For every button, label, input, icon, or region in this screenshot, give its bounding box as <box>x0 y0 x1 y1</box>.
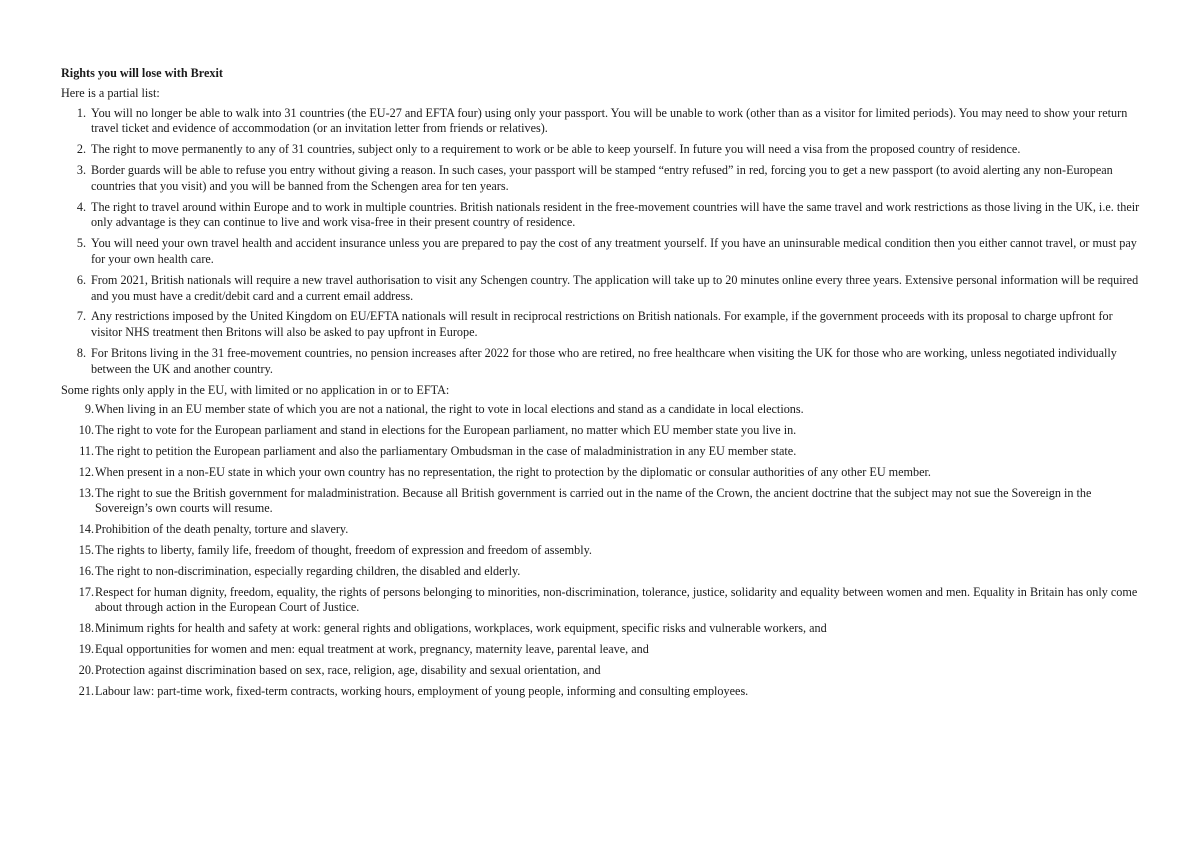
list-item <box>61 142 1146 158</box>
item-number: 1. <box>76 105 86 120</box>
item-text: For Britons living in the 31 free-movement countries, no pension increases after 2022 for those who are retired, no free healthcare when visiting the UK for those who are working, unless negotiated individually between the UK and another country. <box>91 345 1117 376</box>
document-page <box>61 66 1146 704</box>
eu-only-intro: Some rights only apply in the EU, with limited or no application in or to EFTA: <box>61 382 450 397</box>
item-text: The right to non-discrimination, especially regarding children, the disabled and elderly. <box>95 563 521 578</box>
item-number: 3. <box>76 162 86 177</box>
item-text: Equal opportunities for women and men: equal treatment at work, pregnancy, maternity leave, parental leave, and <box>95 641 649 656</box>
item-number: 8. <box>76 345 86 360</box>
item-number: 6. <box>76 272 86 287</box>
list-item <box>61 522 1146 538</box>
item-text: From 2021, British nationals will require a new travel authorisation to visit any Schengen country. The application will take up to 20 minutes online every three years. Extensive personal information will be required and you must have a credit/debit card and a current email address. <box>91 272 1139 303</box>
item-text: When living in an EU member state of which you are not a national, the right to vote in local elections and stand as a candidate in local elections. <box>95 402 804 417</box>
list-item <box>61 465 1146 481</box>
document-title: Rights you will lose with Brexit <box>61 66 223 80</box>
item-text: The right to sue the British government for maladministration. Because all British government is carried out in the name of the Crown, the ancient doctrine that the subject may not sue the Sovereign in the Sovereign’s own courts will resume. <box>95 485 1092 516</box>
item-number: 17. <box>78 584 94 599</box>
item-text: Protection against discrimination based on sex, race, religion, age, disability and sexual orientation, and <box>95 662 601 677</box>
item-text: Prohibition of the death penalty, torture and slavery. <box>95 522 349 537</box>
item-text: The right to travel around within Europe and to work in multiple countries. British nationals resident in the free-movement countries will have the same travel and work restrictions as those living in the UK, i.e. their only advantage is they can continue to live and work visa-free in their present country of residence. <box>91 199 1140 230</box>
list-item <box>61 346 1146 378</box>
rights-list-primary <box>61 106 1146 378</box>
list-item <box>61 423 1146 439</box>
item-text: You will need your own travel health and accident insurance unless you are prepared to pay the cost of any treatment yourself. If you have an uninsurable medical condition then you either cannot travel, or must pay for your own health care. <box>91 236 1137 266</box>
list-item <box>61 309 1146 341</box>
item-number: 14. <box>78 522 94 537</box>
item-number: 16. <box>78 563 94 578</box>
list-item <box>61 684 1146 700</box>
list-item <box>61 663 1146 679</box>
item-number: 4. <box>76 199 86 214</box>
item-number: 20. <box>78 662 94 677</box>
item-number: 15. <box>78 542 94 557</box>
item-number: 5. <box>76 236 86 251</box>
list-item <box>61 543 1146 559</box>
list-item <box>61 163 1146 195</box>
item-text: You will no longer be able to walk into 31 countries (the EU-27 and EFTA four) using only your passport. You will be unable to work (other than as a visitor for limited periods). You may need to show your return travel ticket and evidence of accommodation (or an invitation letter from friends or relatives). <box>91 105 1128 136</box>
list-item <box>61 273 1146 305</box>
item-text: The right to petition the European parliament and also the parliamentary Ombudsman in the case of maladministration in any EU member state. <box>95 443 797 458</box>
list-item <box>61 642 1146 658</box>
item-number: 18. <box>78 621 94 636</box>
item-number: 21. <box>78 683 94 698</box>
item-number: 13. <box>78 485 94 500</box>
item-number: 19. <box>78 641 94 656</box>
item-text: The rights to liberty, family life, freedom of thought, freedom of expression and freedom of assembly. <box>95 542 592 557</box>
item-number: 11. <box>79 443 94 458</box>
item-text: Respect for human dignity, freedom, equality, the rights of persons belonging to minorities, non-discrimination, tolerance, justice, solidarity and equality between women and men. Equality in Britain has only come about through action in the European Court of Justice. <box>95 584 1138 615</box>
list-item <box>61 236 1146 268</box>
list-item <box>61 106 1146 138</box>
item-text: Any restrictions imposed by the United Kingdom on EU/EFTA nationals will result in reciprocal restrictions on British nationals. For example, if the government proceeds with its proposal to charge upfront for visitor NHS treatment then Britons will also be asked to pay upfront in Europe. <box>91 309 1113 340</box>
item-text: The right to vote for the European parliament and stand in elections for the European parliament, no matter which EU member state you live in. <box>95 423 797 438</box>
item-number: 10. <box>78 423 94 438</box>
item-text: When present in a non-EU state in which your own country has no representation, the right to protection by the diplomatic or consular authorities of any other EU member. <box>95 464 931 479</box>
item-text: Minimum rights for health and safety at work: general rights and obligations, workplaces, work equipment, specific risks and vulnerable workers, and <box>95 621 827 636</box>
item-number: 7. <box>76 309 86 324</box>
list-item <box>61 486 1146 518</box>
list-item <box>61 200 1146 232</box>
list-item <box>61 585 1146 617</box>
intro-text: Here is a partial list: <box>61 85 160 100</box>
item-number: 12. <box>78 464 94 479</box>
list-item <box>61 564 1146 580</box>
list-item <box>61 621 1146 637</box>
list-item <box>61 444 1146 460</box>
item-text: The right to move permanently to any of 31 countries, subject only to a requirement to work or be able to keep yourself. In future you will need a visa from the proposed country of residence. <box>91 142 1021 157</box>
item-text: Border guards will be able to refuse you entry without giving a reason. In such cases, your passport will be stamped “entry refused” in red, forcing you to get a new passport (to avoid alerting any non-European countries that you visit) and you will be banned from the Schengen area for ten years. <box>91 162 1113 193</box>
item-text: Labour law: part-time work, fixed-term contracts, working hours, employment of young people, informing and consulting employees. <box>95 683 749 698</box>
list-item <box>61 402 1146 418</box>
rights-list-eu <box>61 402 1146 699</box>
item-number: 9. <box>84 402 94 417</box>
item-number: 2. <box>76 142 86 157</box>
